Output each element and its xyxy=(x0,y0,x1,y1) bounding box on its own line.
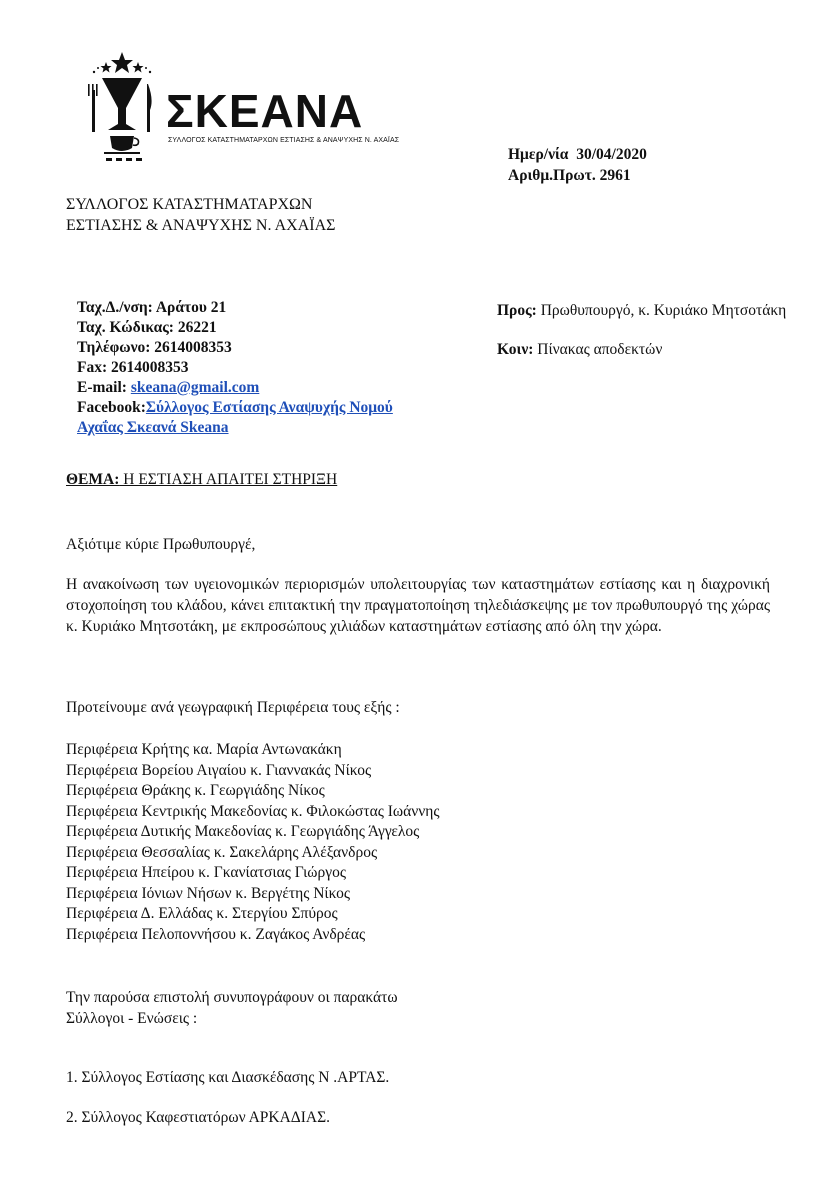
protocol-line xyxy=(508,165,647,186)
date-label: Ημερ/νία xyxy=(508,146,569,163)
organization-line-2: ΕΣΤΙΑΣΗΣ & ΑΝΑΨΥΧΗΣ Ν. ΑΧΑΪΑΣ xyxy=(66,217,336,234)
date-line xyxy=(508,144,647,165)
facebook-link-1[interactable]: Σύλλογος Εστίασης Αναψυχής Νομού xyxy=(145,399,393,416)
list-item: Περιφέρεια Πελοποννήσου κ. Ζαγάκος Ανδρέας xyxy=(66,925,366,943)
logo-wordmark: ΣΚΕΑΝΑ xyxy=(166,85,364,137)
organization-line-1: ΣΥΛΛΟΓΟΣ ΚΑΤΑΣΤΗΜΑΤΑΡΧΩΝ xyxy=(66,196,313,213)
logo-subtitle: ΣΥΛΛΟΓΟΣ ΚΑΤΑΣΤΗΜΑΤΑΡΧΩΝ ΕΣΤΙΑΣΗΣ & ΑΝΑΨΥΧΗΣ Ν. ΑΧΑΪΑΣ xyxy=(168,137,400,144)
recipient-cc-label: Κοιν: xyxy=(497,341,534,358)
recipient-block xyxy=(497,300,797,360)
subject-line xyxy=(66,471,337,489)
recipient-to-label: Προς: xyxy=(497,302,537,319)
logo-emblem-icon xyxy=(82,50,162,168)
contact-facebook-line xyxy=(77,398,393,418)
list-item: Περιφέρεια Δυτικής Μακεδονίας κ. Γεωργιάδης Άγγελος xyxy=(66,823,420,840)
list-item: Περιφέρεια Θεσσαλίας κ. Σακελάρης Αλέξανδρος xyxy=(66,843,378,861)
body-paragraph: Η ανακοίνωση των υγειονομικών περιορισμών υπολειτουργίας των καταστημάτων εστίασης και η διαχρονική στοχοποίηση του κλάδου, κάνει επιτακτική την πραγματοποίηση τηλεδιάσκεψης με τον πρωθυπουργό της χώρας κ. Κυριάκο Μητσοτάκη, με εκπροσώπους χιλιάδων καταστημάτων εστίασης από όλη την χώρα. xyxy=(66,576,770,635)
list-item: Περιφέρεια Ηπείρου κ. Γκανίατσιας Γιώργος xyxy=(66,864,346,881)
contact-fax: Fax: 2614008353 xyxy=(77,359,189,376)
contact-block xyxy=(77,298,393,438)
list-item: Περιφέρεια Κρήτης κα. Μαρία Αντωνακάκη xyxy=(66,741,342,758)
closing-text xyxy=(66,987,398,1029)
list-item: Περιφέρεια Βορείου Αιγαίου κ. Γιαννακάς Νίκος xyxy=(66,761,372,779)
subject-label: ΘΕΜΑ: xyxy=(66,471,120,488)
closing-line-2: Σύλλογοι - Ενώσεις : xyxy=(66,1010,198,1027)
list-item: Περιφέρεια Δ. Ελλάδας κ. Στεργίου Σπύρος xyxy=(66,905,338,922)
contact-phone: Τηλέφωνο: 2614008353 xyxy=(77,339,232,356)
email-link[interactable]: skeana@gmail.com xyxy=(130,379,260,396)
contact-address: Ταχ.Δ./νση: Αράτου 21 xyxy=(77,299,227,316)
organization-name xyxy=(66,194,335,236)
contact-email-line xyxy=(77,378,393,398)
logo xyxy=(82,50,400,168)
regions-list xyxy=(66,740,440,945)
subject-text: Η ΕΣΤΙΑΣΗ ΑΠΑΙΤΕΙ ΣΤΗΡΙΞΗ xyxy=(119,471,338,488)
email-label: E-mail: xyxy=(77,379,131,396)
protocol-label: Αριθμ.Πρωτ. xyxy=(508,167,596,184)
recipient-cc xyxy=(497,339,797,360)
date-value: 30/04/2020 xyxy=(576,146,647,163)
signatories-list xyxy=(66,1067,389,1147)
list-item: Περιφέρεια Κεντρικής Μακεδονίας κ. Φιλοκώστας Ιωάννης xyxy=(66,802,440,820)
recipient-to-value: Πρωθυπουργό, κ. Κυριάκο Μητσοτάκη xyxy=(536,302,787,319)
regions-intro: Προτείνουμε ανά γεωγραφική Περιφέρεια τους εξής : xyxy=(66,699,400,716)
salutation: Αξιότιμε κύριε Πρωθυπουργέ, xyxy=(66,536,256,553)
contact-postal-code: Ταχ. Κώδικας: 26221 xyxy=(77,319,217,336)
recipient-to xyxy=(497,300,797,321)
facebook-link-2[interactable]: Αχαΐας Σκεανά Skeana xyxy=(77,419,229,436)
protocol-value: 2961 xyxy=(599,167,631,184)
facebook-label: Facebook: xyxy=(77,399,146,416)
recipient-cc-value: Πίνακας αποδεκτών xyxy=(533,341,663,358)
closing-line-1: Την παρούσα επιστολή συνυπογράφουν οι παρακάτω xyxy=(66,989,398,1006)
date-block xyxy=(508,144,647,186)
list-item: Περιφέρεια Θράκης κ. Γεωργιάδης Νίκος xyxy=(66,782,325,799)
contact-facebook-line-2 xyxy=(77,418,393,438)
list-item: 1. Σύλλογος Εστίασης και Διασκέδασης Ν .ΑΡΤΑΣ. xyxy=(66,1069,390,1086)
list-item: Περιφέρεια Ιόνιων Νήσων κ. Βεργέτης Νίκος xyxy=(66,884,350,902)
list-item: 2. Σύλλογος Καφεστιατόρων ΑΡΚΑΔΙΑΣ. xyxy=(66,1109,331,1126)
